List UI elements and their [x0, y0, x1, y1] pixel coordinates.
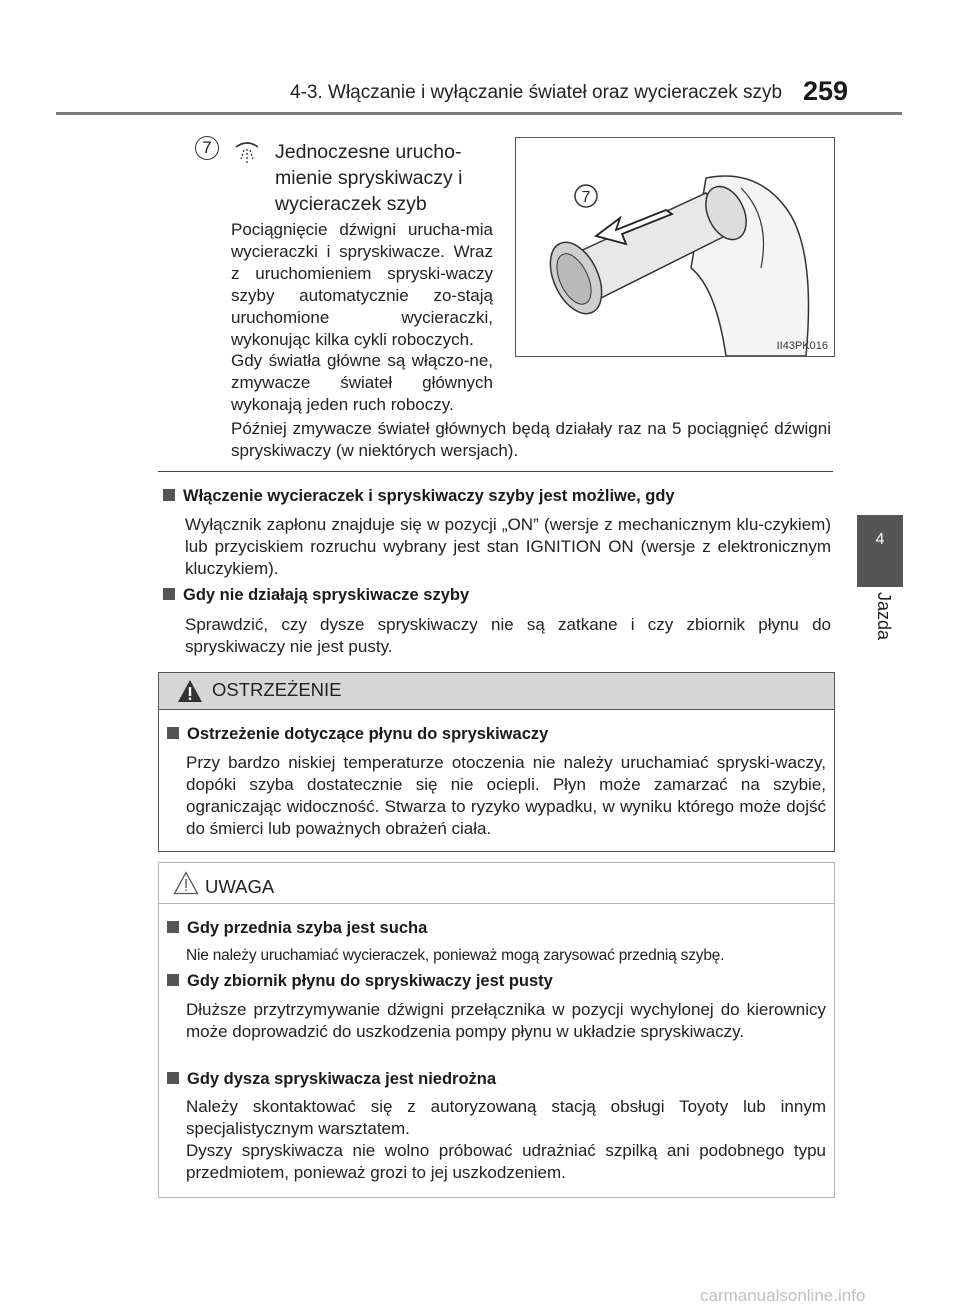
watermark: carmanualsonline.info [700, 1286, 866, 1305]
step-paragraph: Później zmywacze świateł głównych będą działały raz na 5 pociągnięć dźwigni spryskiwaczy (w niektórych wersjach). [231, 419, 831, 460]
step-number-badge: 7 [195, 136, 219, 160]
step-paragraph: Pociągnięcie dźwigni urucha-mia wycieraczki i spryskiwacze. Wraz z uruchomieniem spryski-waczy szyby automatycznie zo-stają uruchomione wycieraczki, wykonując kilka cykli roboczych. [231, 220, 493, 349]
notice-text [186, 1096, 826, 1184]
warning-triangle-icon [177, 679, 203, 703]
notice-heading [167, 972, 553, 991]
chapter-label-text: Jazda [874, 592, 894, 641]
header-divider [56, 112, 902, 115]
notice-heading-text: Gdy zbiornik płynu do spryskiwaczy jest pusty [187, 972, 553, 990]
notice-heading [167, 919, 427, 938]
notice-text: Nie należy uruchamiać wycieraczek, ponieważ mogą zarysować przednią szybę. [186, 947, 725, 964]
section-heading [163, 487, 675, 506]
square-bullet-icon [167, 1072, 179, 1084]
section-heading-text: Włączenie wycieraczek i spryskiwaczy szyby jest możliwe, gdy [183, 487, 675, 505]
warning-text: Przy bardzo niskiej temperaturze otoczenia nie należy uruchamiać spryski-waczy, dopóki szyba dostatecznie się nie ociepli. Płyn może zamarzać na szybie, ograniczając widoczność. Stwarza to ryzyko wypadku, w wyniku którego może dojść do śmierci lub poważnych obrażeń ciała. [186, 753, 826, 838]
notice-text-line: Należy skontaktować się z autoryzowaną stacją obsługi Toyoty lub innym specjalistycznym warsztatem. [186, 1097, 826, 1138]
warning-heading-text: Ostrzeżenie dotyczące płynu do spryskiwaczy [187, 725, 549, 743]
notice-text-line: Dyszy spryskiwacza nie wolno próbować udrażniać szpilką ani podobnego typu przedmiotem, ponieważ grozi to jej uszkodzeniem. [186, 1141, 826, 1182]
running-header-title: 4-3. Włączanie i wyłączanie świateł oraz wycieraczek szyb [290, 82, 783, 103]
notice-heading-text: Gdy dysza spryskiwacza jest niedrożna [187, 1070, 497, 1088]
square-bullet-icon [167, 921, 179, 933]
notice-title: UWAGA [205, 876, 275, 897]
washer-icon [232, 137, 262, 167]
lever-illustration [515, 137, 835, 357]
square-bullet-icon [163, 588, 175, 600]
caution-triangle-icon [173, 871, 199, 895]
section-heading [163, 586, 469, 605]
page-number: 259 [803, 76, 849, 106]
chapter-tab: 4 [857, 515, 903, 587]
section-divider [158, 471, 833, 472]
notice-heading-text: Gdy przednia szyba jest sucha [187, 919, 428, 937]
square-bullet-icon [167, 974, 179, 986]
step-paragraph: Gdy światła główne są włączo-ne, zmywacze świateł głównych wykonają jeden ruch roboczy. [231, 351, 493, 414]
notice-text: Dłuższe przytrzymywanie dźwigni przełącznika w pozycji wychylonej do kierownicy może doprowadzić do uszkodzenia pompy płynu w układzie spryskiwaczy. [186, 1000, 826, 1041]
warning-heading [167, 725, 548, 744]
square-bullet-icon [163, 489, 175, 501]
figure-callout: 7 [581, 189, 591, 206]
step-title: Jednoczesne urucho-mienie spryskiwaczy i wycieraczek szyb [275, 141, 463, 215]
section-text: Sprawdzić, czy dysze spryskiwaczy nie są zatkane i czy zbiornik płynu do spryskiwaczy nie jest pusty. [185, 615, 831, 656]
chapter-label [856, 592, 906, 652]
notice-heading [167, 1070, 496, 1089]
section-text: Wyłącznik zapłonu znajduje się w pozycji „ON” (wersje z mechanicznym klu-czykiem) lub przyciskiem rozruchu wybrany jest stan IGNITION ON (wersje z elektronicznym kluczykiem). [185, 515, 831, 578]
warning-header [159, 673, 834, 710]
figure-code: II43PK016 [776, 340, 828, 352]
warning-title: OSTRZEŻENIE [212, 679, 342, 700]
section-heading-text: Gdy nie działają spryskiwacze szyby [183, 586, 470, 604]
square-bullet-icon [167, 727, 179, 739]
notice-header [159, 863, 834, 904]
